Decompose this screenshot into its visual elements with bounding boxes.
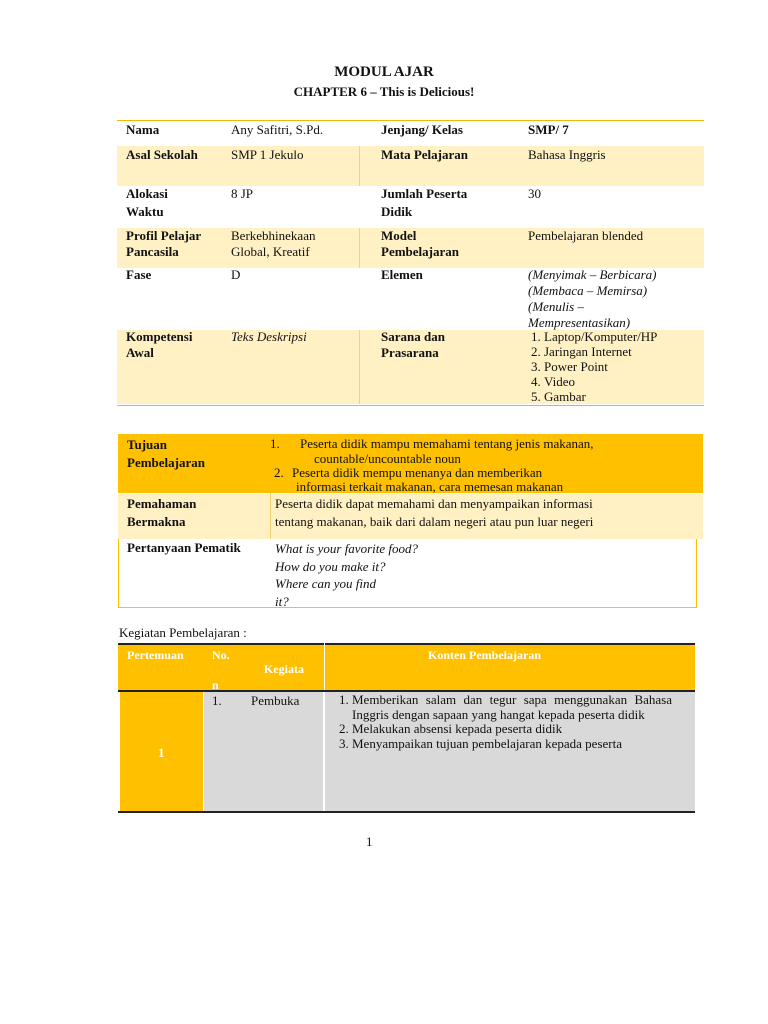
list-item: 2. Jaringan Internet — [544, 344, 703, 359]
label-kompetensi: Kompetensi Awal — [126, 329, 193, 360]
value-alokasi: 8 JP — [231, 186, 254, 201]
label-pertanyaan: Pertanyaan Pematik — [127, 540, 241, 555]
col-pertemuan: Pertemuan — [127, 648, 184, 662]
value-sarana-list — [515, 329, 703, 404]
value-model: Pembelajaran blended — [528, 228, 644, 243]
list-item: 2. Melakukan absensi kepada peserta didik — [352, 722, 672, 737]
label-alokasi: Alokasi Waktu — [126, 186, 168, 219]
label-pemahaman: Pemahaman Bermakna — [127, 496, 197, 529]
kegiatan-no: 1. — [212, 693, 222, 708]
list-item: 3. Power Point — [544, 359, 703, 374]
label-jumlah-peserta: Jumlah Peserta Didik — [381, 186, 468, 219]
value-mata-pelajaran: Bahasa Inggris — [528, 147, 606, 162]
label-nama: Nama — [126, 122, 160, 137]
col-kegiatan: Kegiata — [264, 662, 304, 676]
label-fase: Fase — [126, 267, 152, 282]
value-nama: Any Safitri, S.Pd. — [231, 122, 324, 137]
activities-table — [118, 643, 695, 813]
label-asal-sekolah: Asal Sekolah — [126, 147, 198, 162]
label-tujuan: Tujuan Pembelajaran — [127, 437, 205, 470]
section-heading-kegiatan: Kegiatan Pembelajaran : — [119, 625, 247, 640]
document-subtitle: CHAPTER 6 – This is Delicious! — [293, 84, 475, 99]
tujuan-num-1: 1. — [270, 436, 280, 451]
tujuan-item-2b: informasi terkait makanan, cara memesan makanan — [296, 479, 564, 494]
value-fase: D — [231, 267, 241, 282]
document-title: MODUL AJAR — [334, 64, 434, 80]
value-pemahaman: Peserta didik dapat memahami dan menyampaikan informasi tentang makanan, baik dari dalam negeri atau pun luar negeri — [275, 496, 594, 529]
label-profil-pelajar: Profil Pelajar Pancasila — [126, 228, 202, 259]
col-no: No. — [212, 648, 230, 662]
label-sarana: Sarana dan Prasarana — [381, 329, 445, 360]
kegiatan-name: Pembuka — [251, 693, 300, 708]
tujuan-item-2a: Peserta didik mempu menanya dan memberikan — [292, 465, 543, 480]
pertemuan-number: 1 — [158, 745, 165, 760]
list-item: 4. Video — [544, 374, 703, 389]
value-jumlah-peserta: 30 — [528, 186, 541, 201]
label-model: Model Pembelajaran — [381, 228, 459, 259]
list-item: 1. Laptop/Komputer/HP — [544, 329, 703, 344]
info-table — [117, 120, 704, 406]
list-item: 3. Menyampaikan tujuan pembelajaran kepada peserta — [352, 737, 672, 752]
col-konten: Konten Pembelajaran — [428, 648, 541, 662]
tujuan-item-1a: Peserta didik mampu memahami tentang jenis makanan, — [300, 436, 594, 451]
goals-table — [118, 434, 703, 608]
tujuan-item-1b: countable/uncountable noun — [314, 451, 461, 466]
list-item: 1. Memberikan salam dan tegur sapa menggunakan Bahasa Inggris dengan sapaan yang hangat kepada peserta didik — [352, 693, 672, 722]
value-elemen: (Menyimak – Berbicara) (Membaca – Memirsa) (Menulis – Mempresentasikan) — [528, 267, 657, 330]
value-profil-pelajar: Berkebhinekaan Global, Kreatif — [231, 228, 316, 259]
label-mata-pelajaran: Mata Pelajaran — [381, 147, 469, 162]
label-jenjang: Jenjang/ Kelas — [381, 122, 463, 137]
cell-kegiatan — [204, 692, 323, 811]
activities-header-row — [118, 643, 695, 690]
konten-list — [332, 693, 672, 751]
value-asal-sekolah: SMP 1 Jekulo — [231, 147, 304, 162]
value-pertanyaan: What is your favorite food? How do you make it? Where can you find it? — [275, 541, 418, 609]
value-kompetensi: Teks Deskripsi — [231, 329, 307, 344]
list-item: 5. Gambar — [544, 389, 703, 404]
tujuan-num-2: 2. — [274, 465, 284, 480]
label-elemen: Elemen — [381, 267, 423, 282]
value-jenjang: SMP/ 7 — [528, 122, 569, 137]
col-kegiatan-suffix: n — [212, 678, 219, 692]
page-number: 1 — [366, 834, 373, 849]
